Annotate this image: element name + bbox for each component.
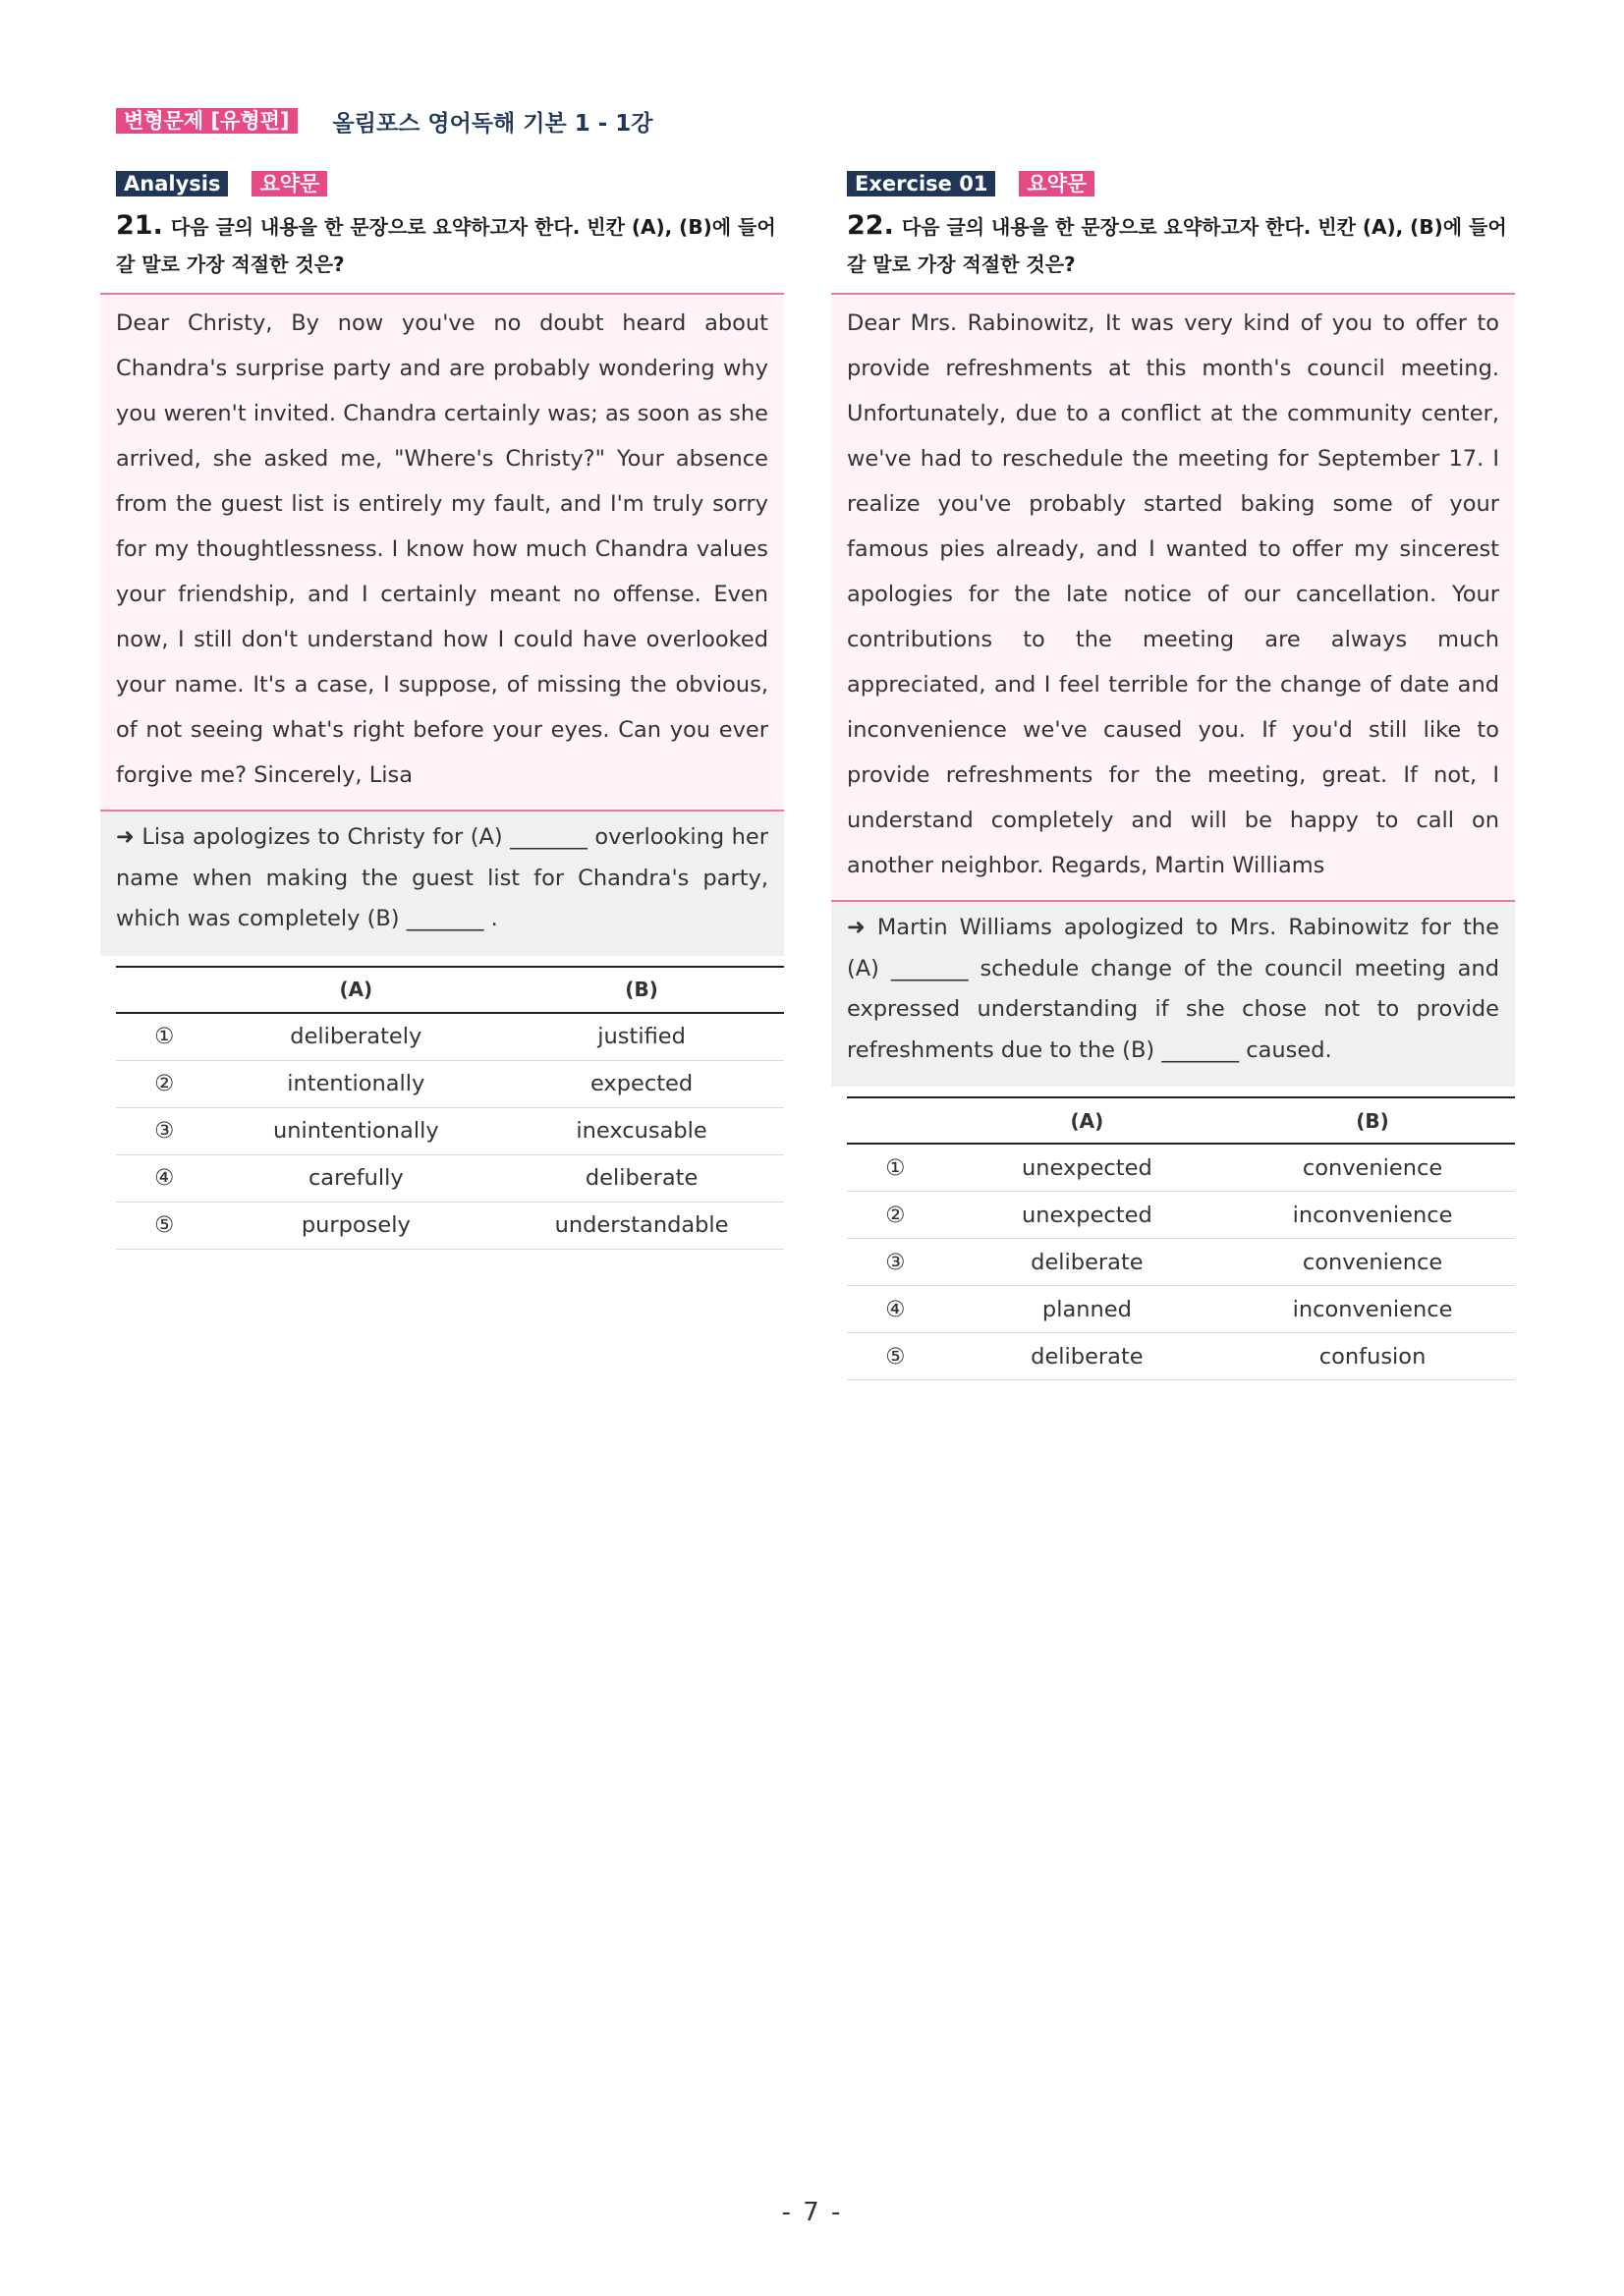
- option-a: carefully: [213, 1154, 500, 1202]
- option-b: confusion: [1230, 1333, 1515, 1380]
- option-a: deliberate: [944, 1239, 1230, 1286]
- option-number: ③: [116, 1107, 213, 1154]
- column-header: [116, 967, 213, 1013]
- passage-box: [100, 293, 784, 812]
- option-b: inconvenience: [1230, 1192, 1515, 1239]
- type-tag: 요약문: [252, 171, 327, 196]
- question-22-tags: [847, 170, 1515, 197]
- question-number: 22.: [847, 210, 894, 241]
- option-b: deliberate: [499, 1154, 784, 1202]
- option-row[interactable]: [847, 1286, 1515, 1333]
- option-b: convenience: [1230, 1144, 1515, 1192]
- option-a: deliberate: [944, 1333, 1230, 1380]
- question-text: 다음 글의 내용을 한 문장으로 요약하고자 한다. 빈칸 (A), (B)에 들어갈 말로 가장 적절한 것은?: [847, 215, 1507, 276]
- column-header-b: (B): [1230, 1097, 1515, 1144]
- page-header: [116, 106, 653, 136]
- option-number: ④: [116, 1154, 213, 1202]
- summary-box: [100, 812, 784, 956]
- question-number: 21.: [116, 210, 163, 241]
- option-row[interactable]: [847, 1239, 1515, 1286]
- section-tag: Analysis: [116, 171, 228, 196]
- header-title: 올림포스 영어독해 기본 1 - 1강: [332, 110, 653, 137]
- column-header-b: (B): [499, 967, 784, 1013]
- passage-text: Dear Christy, By now you've no doubt heard about Chandra's surprise party and are probably wondering why you weren't invited. Chandra certainly was; as soon as she arrived, she asked me, "Where's Christy?" Your absence from the guest list is entirely my fault, and I'm truly sorry for my thoughtlessness. I know how much Chandra values your friendship, and I certainly meant no offense. Even now, I still don't understand how I could have overlooked your name. It's a case, I suppose, of missing the obvious, of not seeing what's right before your eyes. Can you ever forgive me? Sincerely, Lisa: [116, 310, 768, 788]
- answer-options-table: [116, 966, 784, 1250]
- column-header-a: (A): [213, 967, 500, 1013]
- summary-box: [831, 902, 1515, 1087]
- question-21-prompt: [116, 207, 784, 283]
- option-number: ②: [116, 1060, 213, 1107]
- summary-text: ➜ Lisa apologizes to Christy for (A) _______ overlooking her name when making the guest list for Chandra's party, which was completely (B) _______ .: [116, 824, 768, 931]
- option-a: unexpected: [944, 1192, 1230, 1239]
- option-a: unexpected: [944, 1144, 1230, 1192]
- option-b: justified: [499, 1013, 784, 1061]
- option-number: ④: [847, 1286, 944, 1333]
- passage-text: Dear Mrs. Rabinowitz, It was very kind of you to offer to provide refreshments at this month's council meeting. Unfortunately, due to a conflict at the community center, we've had to reschedule the meeting for September 17. I realize you've probably started baking some of your famous pies already, and I wanted to offer my sincerest apologies for the late notice of our cancellation. Your contributions to the meeting are always much appreciated, and I feel terrible for the change of date and inconvenience we've caused you. If you'd still like to provide refreshments for the meeting, great. If not, I understand completely and will be happy to call on another neighbor. Regards, Martin Williams: [847, 310, 1499, 878]
- option-row[interactable]: [847, 1144, 1515, 1192]
- option-number: ①: [116, 1013, 213, 1061]
- option-row[interactable]: [847, 1333, 1515, 1380]
- option-number: ②: [847, 1192, 944, 1239]
- option-row[interactable]: [116, 1202, 784, 1249]
- option-number: ③: [847, 1239, 944, 1286]
- section-tag: Exercise 01: [847, 171, 995, 196]
- question-21-tags: [116, 170, 784, 197]
- option-a: unintentionally: [213, 1107, 500, 1154]
- column-header: [847, 1097, 944, 1144]
- option-number: ⑤: [116, 1202, 213, 1249]
- question-22-column: [847, 170, 1515, 1380]
- option-a: planned: [944, 1286, 1230, 1333]
- option-b: understandable: [499, 1202, 784, 1249]
- option-b: convenience: [1230, 1239, 1515, 1286]
- option-number: ①: [847, 1144, 944, 1192]
- option-b: inexcusable: [499, 1107, 784, 1154]
- option-row[interactable]: [116, 1107, 784, 1154]
- summary-text: ➜ Martin Williams apologized to Mrs. Rabinowitz for the (A) _______ schedule change of the council meeting and expressed understanding if she chose not to provide refreshments due to the (B) _______ caused.: [847, 915, 1499, 1063]
- passage-box: [831, 293, 1515, 902]
- table-header-row: [116, 967, 784, 1013]
- option-a: intentionally: [213, 1060, 500, 1107]
- option-b: inconvenience: [1230, 1286, 1515, 1333]
- table-header-row: [847, 1097, 1515, 1144]
- question-22-prompt: [847, 207, 1515, 283]
- type-tag: 요약문: [1019, 171, 1094, 196]
- option-b: expected: [499, 1060, 784, 1107]
- header-tag: 변형문제 [유형편]: [116, 108, 298, 134]
- option-a: purposely: [213, 1202, 500, 1249]
- option-a: deliberately: [213, 1013, 500, 1061]
- option-row[interactable]: [116, 1013, 784, 1061]
- answer-options-table: [847, 1096, 1515, 1380]
- column-header-a: (A): [944, 1097, 1230, 1144]
- option-row[interactable]: [847, 1192, 1515, 1239]
- option-row[interactable]: [116, 1154, 784, 1202]
- option-row[interactable]: [116, 1060, 784, 1107]
- page-number: - 7 -: [781, 2198, 843, 2227]
- question-text: 다음 글의 내용을 한 문장으로 요약하고자 한다. 빈칸 (A), (B)에 들어갈 말로 가장 적절한 것은?: [116, 215, 776, 276]
- question-21-column: [116, 170, 784, 1250]
- option-number: ⑤: [847, 1333, 944, 1380]
